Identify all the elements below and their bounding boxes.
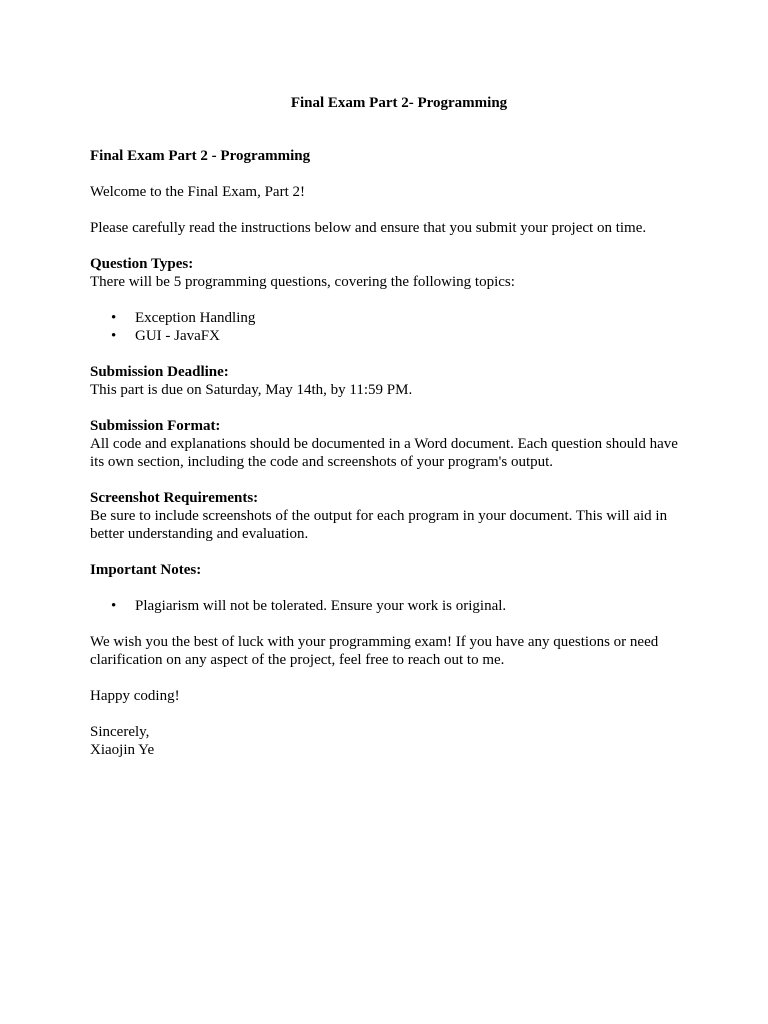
closing-block	[90, 633, 682, 669]
topic-label: GUI - JavaFX	[135, 328, 220, 344]
question-types-text: There will be 5 programming questions, covering the following topics:	[90, 274, 515, 290]
topic-label: Exception Handling	[135, 310, 256, 326]
bullet-icon: •	[111, 310, 117, 326]
notes-heading: Important Notes:	[90, 562, 202, 578]
list-item	[90, 309, 682, 327]
question-types-heading: Question Types:	[90, 256, 194, 272]
bullet-icon: •	[111, 328, 117, 344]
intro-block	[90, 219, 682, 237]
deadline-text: This part is due on Saturday, May 14th, by 11:59 PM.	[90, 382, 413, 398]
screenshots-text: Be sure to include screenshots of the output for each program in your document. This will aid in better understanding and evaluation.	[90, 508, 668, 542]
document-body	[90, 147, 682, 777]
list-item	[90, 597, 682, 615]
welcome-text: Welcome to the Final Exam, Part 2!	[90, 184, 305, 200]
happy-block	[90, 687, 682, 705]
format-section	[90, 417, 682, 471]
subtitle-block	[90, 147, 682, 165]
closing-text: We wish you the best of luck with your programming exam! If you have any questions or need clarification on any aspect of the project, feel free to reach out to me.	[90, 634, 659, 668]
bullet-icon: •	[111, 598, 117, 614]
list-item	[90, 327, 682, 345]
document-title: Final Exam Part 2- Programming	[290, 95, 508, 111]
happy-coding-text: Happy coding!	[90, 688, 180, 704]
note-text: Plagiarism will not be tolerated. Ensure your work is original.	[135, 598, 507, 614]
signoff-text: Sincerely,	[90, 724, 150, 740]
deadline-section	[90, 363, 682, 399]
format-text: All code and explanations should be documented in a Word document. Each question should have its own section, including the code and screenshots of your program's output.	[90, 436, 678, 470]
welcome-block	[90, 183, 682, 201]
screenshots-heading: Screenshot Requirements:	[90, 490, 259, 506]
topics-list	[90, 309, 682, 345]
deadline-heading: Submission Deadline:	[90, 364, 229, 380]
format-heading: Submission Format:	[90, 418, 221, 434]
question-types-section	[90, 255, 682, 291]
document-subtitle: Final Exam Part 2 - Programming	[90, 148, 311, 164]
intro-text: Please carefully read the instructions below and ensure that you submit your project on time.	[90, 220, 647, 236]
screenshots-section	[90, 489, 682, 543]
notes-list	[90, 597, 682, 615]
signature-block	[90, 723, 682, 759]
author-name: Xiaojin Ye	[90, 742, 155, 758]
notes-section	[90, 561, 682, 579]
